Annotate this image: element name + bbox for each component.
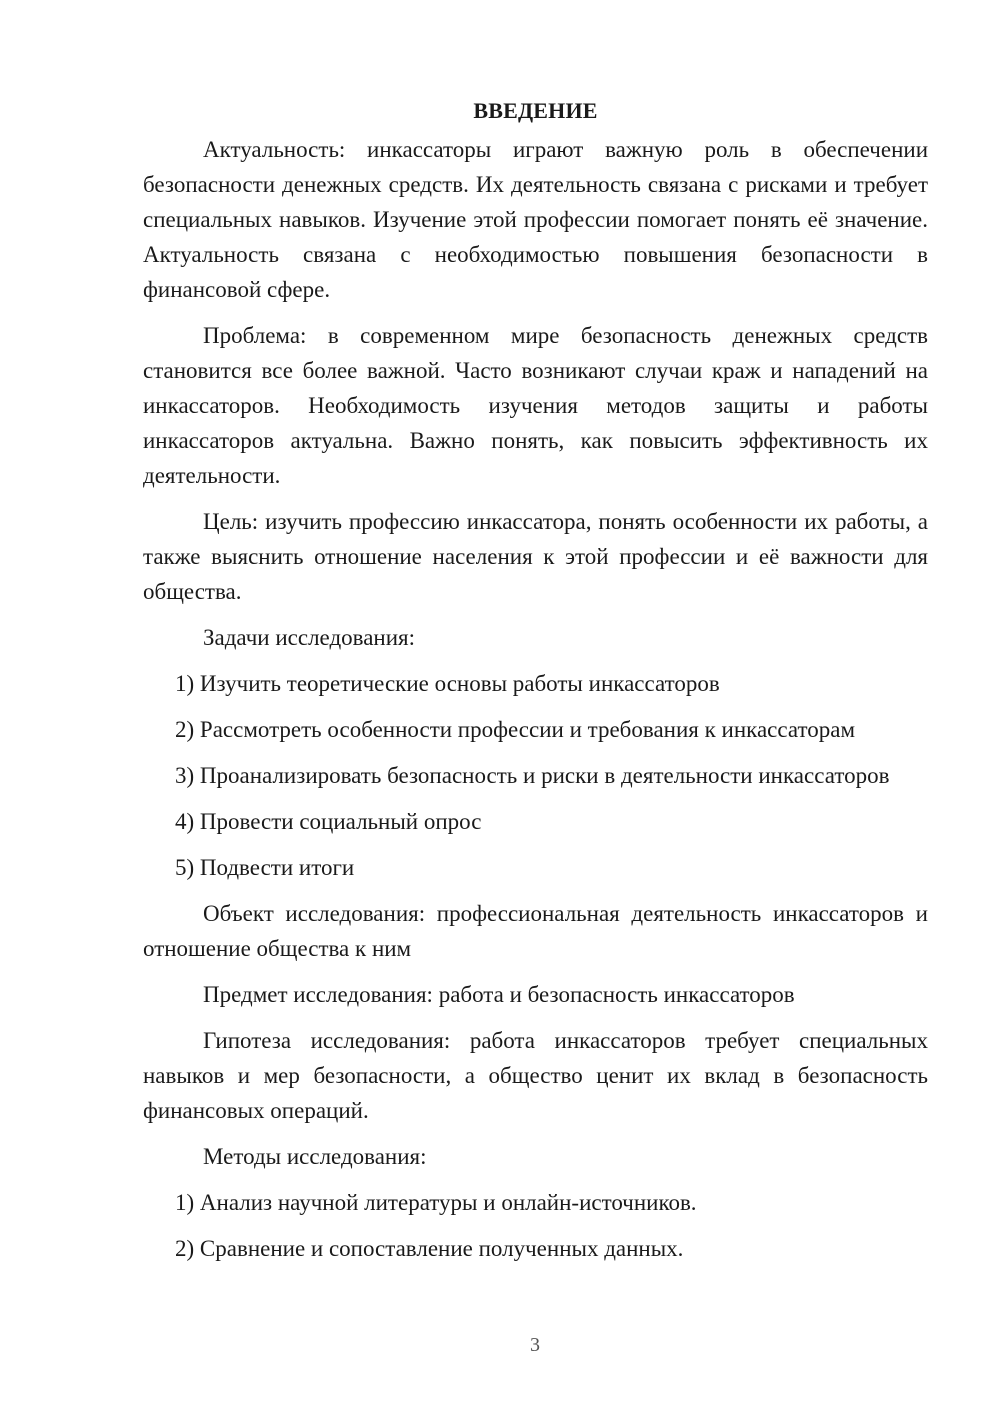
page-number: 3 bbox=[530, 1334, 540, 1356]
section-title: ВВЕДЕНИЕ bbox=[473, 98, 598, 123]
task-item-3: 3) Проанализировать безопасность и риски в деятельности инкассаторов bbox=[175, 763, 890, 788]
task-item-2: 2) Рассмотреть особенности профессии и требования к инкассаторам bbox=[175, 717, 855, 742]
method-item-2: 2) Сравнение и сопоставление полученных данных. bbox=[175, 1236, 684, 1261]
task-item-4: 4) Провести социальный опрос bbox=[175, 809, 482, 834]
page-content bbox=[143, 96, 928, 1266]
method-item-1: 1) Анализ научной литературы и онлайн-источников. bbox=[175, 1190, 697, 1215]
paragraph-problem: Проблема: в современном мире безопасность денежных средств становится все более важной. Часто возникают случаи краж и нападений на инкассаторов. Необходимость изучения методов защиты и работы инкассаторов актуальна. Важно понять, как повысить эффективность их деятельности. bbox=[143, 323, 928, 488]
methods-heading: Методы исследования: bbox=[203, 1144, 427, 1169]
task-item-5: 5) Подвести итоги bbox=[175, 855, 355, 880]
paragraph-hypothesis: Гипотеза исследования: работа инкассаторов требует специальных навыков и мер безопасности, а общество ценит их вклад в безопасность финансовых операций. bbox=[143, 1028, 928, 1123]
paragraph-relevance: Актуальность: инкассаторы играют важную роль в обеспечении безопасности денежных средств. Их деятельность связана с рисками и требует специальных навыков. Изучение этой профессии помогает понять её значение. Актуальность связана с необходимостью повышения безопасности в финансовой сфере. bbox=[143, 137, 928, 302]
tasks-heading: Задачи исследования: bbox=[203, 625, 416, 650]
task-item-1: 1) Изучить теоретические основы работы инкассаторов bbox=[175, 671, 720, 696]
paragraph-subject: Предмет исследования: работа и безопасность инкассаторов bbox=[203, 982, 795, 1007]
paragraph-goal: Цель: изучить профессию инкассатора, понять особенности их работы, а также выяснить отношение населения к этой профессии и её важности для общества. bbox=[143, 509, 928, 604]
paragraph-object: Объект исследования: профессиональная деятельность инкассаторов и отношение общества к ним bbox=[143, 901, 928, 961]
